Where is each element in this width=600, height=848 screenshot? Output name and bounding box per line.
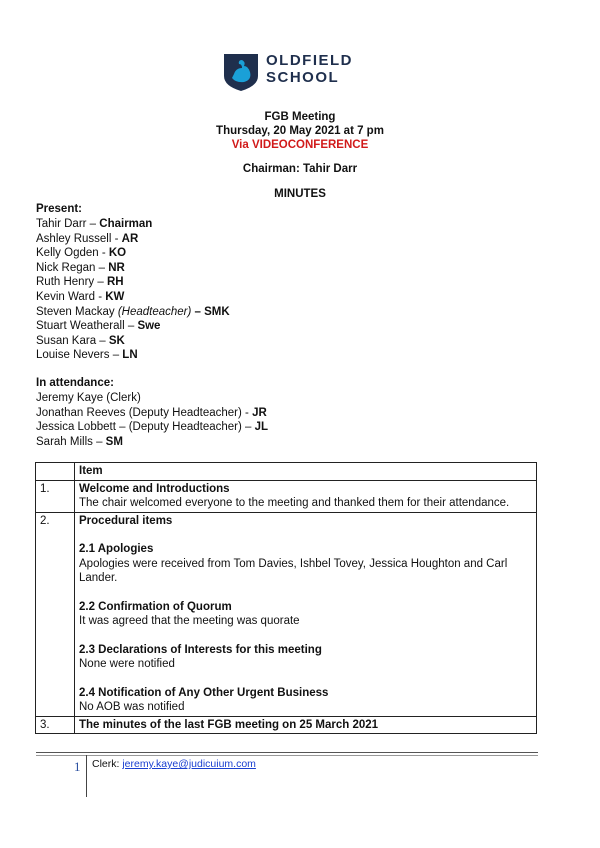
attendance-item: Jonathan Reeves (Deputy Headteacher) - JR (36, 406, 267, 419)
school-name-line2: SCHOOL (266, 69, 340, 86)
item-title: Welcome and Introductions (79, 482, 230, 495)
chairman-line: Chairman: Tahir Darr (242, 163, 358, 175)
meeting-date: Thursday, 20 May 2021 at 7 pm (216, 125, 384, 137)
table-header-row (36, 463, 537, 481)
subitem-title: 2.3 Declarations of Interests for this meeting (79, 643, 322, 656)
present-item: Kelly Ogden - KO (36, 247, 127, 260)
subitem-text: None were notified (79, 658, 175, 670)
item-number: 3. (36, 716, 75, 734)
item-title: The minutes of the last FGB meeting on 25 March 2021 (79, 718, 379, 731)
table-row (36, 480, 537, 512)
present-label: Present: (36, 203, 83, 215)
item-content (75, 512, 537, 716)
subitem-text: It was agreed that the meeting was quorate (79, 615, 300, 627)
meeting-title: FGB Meeting (264, 111, 336, 123)
clerk-email-link[interactable]: jeremy.kaye@judicuium.com (122, 758, 256, 770)
present-item: Steven Mackay (Headteacher) – SMK (36, 305, 230, 318)
item-content (75, 716, 537, 734)
present-item: Louise Nevers – LN (36, 349, 138, 362)
attendance-list (36, 391, 268, 449)
header-item-cell: Item (75, 463, 537, 481)
clerk-label: Clerk: (92, 758, 123, 770)
present-list (36, 217, 230, 363)
minutes-table (35, 462, 537, 734)
table-row (36, 512, 537, 716)
item-text: The chair welcomed everyone to the meeting and thanked them for their attendance. (79, 497, 510, 509)
present-item: Tahir Darr – Chairman (36, 218, 153, 230)
meeting-venue: Via VIDEOCONFERENCE (231, 139, 369, 151)
subitem-title: 2.1 Apologies (79, 543, 154, 555)
subitem-title: 2.2 Confirmation of Quorum (79, 600, 232, 613)
present-item: Ruth Henry – RH (36, 276, 124, 289)
subitem-text: Apologies were received from Tom Davies, Ishbel Tovey, Jessica Houghton and Carl Lander. (79, 557, 508, 584)
present-item: Susan Kara – SK (36, 334, 125, 347)
subitem-text: No AOB was notified (79, 701, 185, 713)
footer-clerk (92, 758, 256, 770)
item-number: 2. (36, 512, 75, 716)
header-num-cell (36, 463, 75, 481)
item-title: Procedural items (79, 514, 173, 527)
page-number: 1 (74, 759, 81, 774)
footer-divider-thin (36, 755, 538, 756)
attendance-item: Jessica Lobbett – (Deputy Headteacher) – JL (36, 421, 269, 434)
item-content (75, 480, 537, 512)
item-number: 1. (36, 480, 75, 512)
subitem-title: 2.4 Notification of Any Other Urgent Business (79, 686, 329, 699)
school-name-line1: OLDFIELD (266, 52, 353, 69)
present-item: Ashley Russell - AR (36, 232, 139, 245)
school-name (266, 52, 353, 86)
school-logo (222, 52, 362, 94)
attendance-label: In attendance: (36, 377, 114, 389)
attendance-item: Jeremy Kaye (Clerk) (36, 392, 141, 404)
present-item: Stuart Weatherall – Swe (36, 320, 161, 333)
present-item: Nick Regan – NR (36, 261, 125, 274)
table-row (36, 716, 537, 734)
present-item: Kevin Ward - KW (36, 290, 125, 303)
swan-shield-icon (222, 52, 260, 92)
footer-vertical-rule (86, 755, 87, 797)
attendance-item: Sarah Mills – SM (36, 435, 123, 448)
footer-divider (36, 752, 538, 753)
minutes-heading: MINUTES (274, 188, 326, 200)
